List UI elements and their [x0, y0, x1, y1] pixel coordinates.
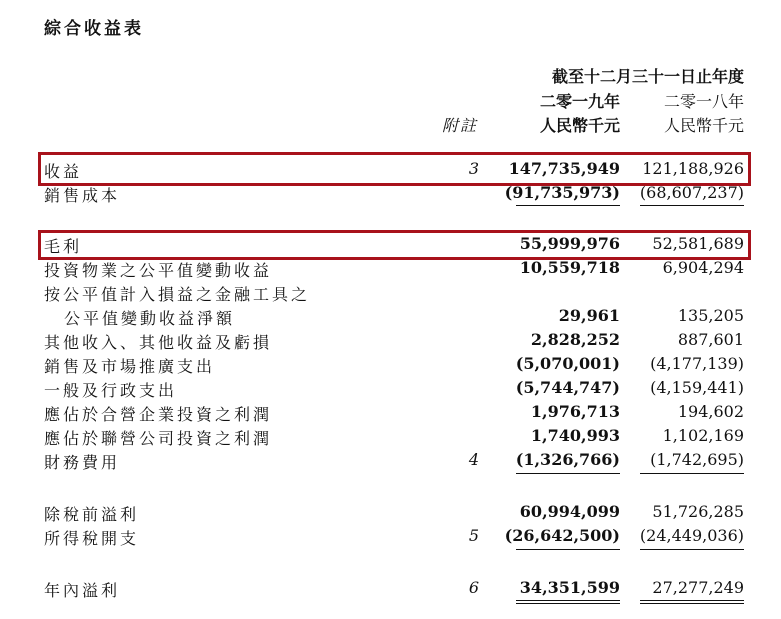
- gross-profit-highlight-box: [38, 230, 751, 260]
- table-row: [0, 258, 781, 282]
- row-label: 應佔於聯營公司投資之利潤: [44, 429, 273, 448]
- row-label: 財務費用: [44, 453, 121, 472]
- table-row: [0, 426, 781, 450]
- double-underline-2019-top: [516, 600, 620, 601]
- row-note: 5: [468, 526, 480, 545]
- value-2018: 6,904,294: [662, 258, 744, 277]
- table-row: [0, 402, 781, 426]
- period-header: 截至十二月三十一日止年度: [551, 67, 744, 86]
- row-label: 按公平值計入損益之金融工具之: [44, 285, 311, 304]
- row-note: 6: [468, 578, 480, 597]
- subtotal-underline-2019: [516, 205, 620, 206]
- table-row: [0, 378, 781, 402]
- row-label: 銷售及市場推廣支出: [44, 357, 216, 376]
- row-label: 收益: [44, 162, 83, 181]
- double-underline-2019-bottom: [516, 603, 620, 604]
- subtotal-underline-2019: [516, 549, 620, 550]
- table-row: [0, 282, 781, 306]
- value-2019: 147,735,949: [508, 159, 620, 178]
- value-2019: (5,070,001): [515, 354, 620, 373]
- value-2018: (24,449,036): [639, 526, 744, 545]
- table-row: [0, 330, 781, 354]
- table-row-profit-for-year: [0, 578, 781, 602]
- row-label: 公平值變動收益淨額: [64, 309, 236, 328]
- value-2018: (4,159,441): [650, 378, 744, 397]
- value-2019: 1,976,713: [530, 402, 620, 421]
- statement-title: 綜合收益表: [44, 19, 144, 39]
- value-2019: 1,740,993: [530, 426, 620, 445]
- table-row-profit-before-tax: [0, 502, 781, 526]
- note-column-header: 附註: [442, 116, 479, 135]
- subtotal-underline-2018: [640, 549, 744, 550]
- value-2019: 10,559,718: [519, 258, 620, 277]
- value-2018: 51,726,285: [652, 502, 744, 521]
- value-2018: (68,607,237): [639, 183, 744, 202]
- row-label: 所得稅開支: [44, 529, 140, 548]
- row-label: 投資物業之公平值變動收益: [44, 261, 273, 280]
- value-2019: 34,351,599: [519, 578, 620, 597]
- row-label: 應佔於合營企業投資之利潤: [44, 405, 273, 424]
- table-row: [0, 450, 781, 474]
- value-2018: (4,177,139): [650, 354, 744, 373]
- value-2019: 29,961: [558, 306, 620, 325]
- value-2019: (26,642,500): [504, 526, 620, 545]
- row-label: 銷售成本: [44, 186, 121, 205]
- unit-2019-header: 人民幣千元: [539, 116, 620, 135]
- table-row: [0, 306, 781, 330]
- value-2019: (91,735,973): [504, 183, 620, 202]
- value-2018: 52,581,689: [652, 234, 744, 253]
- row-label: 毛利: [44, 237, 83, 256]
- year-2018-header: 二零一八年: [663, 92, 744, 111]
- row-note: 3: [468, 159, 480, 178]
- value-2019: 60,994,099: [519, 502, 620, 521]
- subtotal-underline-2019: [516, 473, 620, 474]
- subtotal-underline-2018: [640, 205, 744, 206]
- table-row-income-tax: [0, 526, 781, 550]
- value-2018: 887,601: [677, 330, 744, 349]
- value-2018: 135,205: [677, 306, 744, 325]
- revenue-highlight-box: [38, 152, 751, 186]
- row-label: 除稅前溢利: [44, 505, 140, 524]
- value-2019: 55,999,976: [519, 234, 620, 253]
- value-2018: 194,602: [677, 402, 744, 421]
- value-2018: 121,188,926: [642, 159, 744, 178]
- double-underline-2018-top: [640, 600, 744, 601]
- unit-2018-header: 人民幣千元: [663, 116, 744, 135]
- value-2019: (1,326,766): [515, 450, 620, 469]
- value-2018: (1,742,695): [650, 450, 744, 469]
- row-label: 其他收入、其他收益及虧損: [44, 333, 273, 352]
- subtotal-underline-2018: [640, 473, 744, 474]
- value-2019: (5,744,747): [515, 378, 620, 397]
- double-underline-2018-bottom: [640, 603, 744, 604]
- value-2019: 2,828,252: [530, 330, 620, 349]
- table-row-cost-of-sales: [0, 183, 781, 207]
- value-2018: 27,277,249: [652, 578, 744, 597]
- row-label: 一般及行政支出: [44, 381, 178, 400]
- table-row: [0, 354, 781, 378]
- year-2019-header: 二零一九年: [539, 92, 620, 111]
- value-2018: 1,102,169: [662, 426, 744, 445]
- row-note: 4: [468, 450, 480, 469]
- row-label: 年內溢利: [44, 581, 121, 600]
